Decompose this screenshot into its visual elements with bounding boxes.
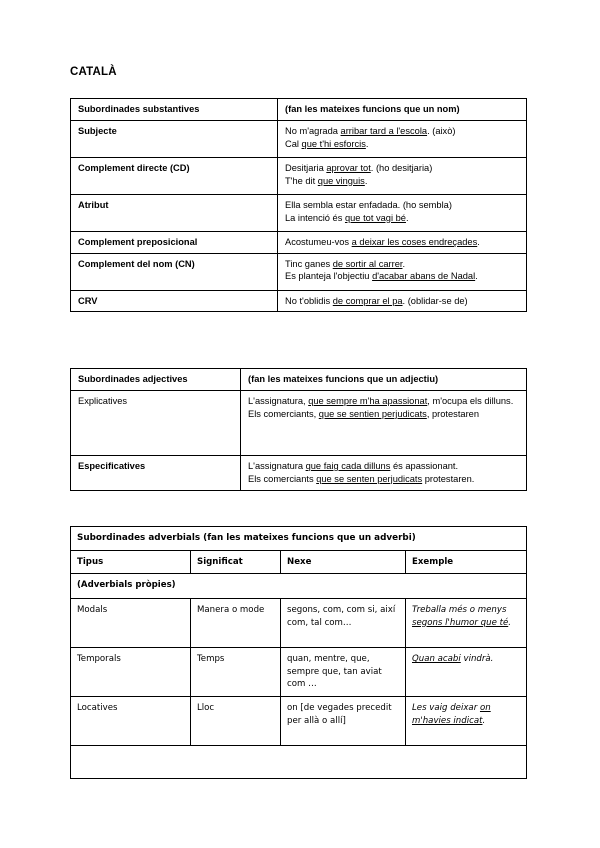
example-pre: Ella sembla estar enfadada. (ho sembla) [285, 199, 452, 210]
example-line [285, 139, 368, 149]
example-pre: Els comerciants [248, 473, 317, 484]
table-row [71, 697, 527, 746]
table-row-header [71, 550, 527, 573]
example-pre: Es planteja l'objectiu [285, 271, 373, 282]
cell-nexe: quan, mentre, que, sempre que, tan aviat com … [281, 648, 406, 697]
example-post: . [475, 271, 478, 282]
example-pre: Treballa més o menys [412, 605, 507, 616]
example-underline: a deixar les coses endreçades [351, 236, 478, 247]
example-underline: de sortir al carrer [332, 258, 403, 269]
example-post: . [508, 617, 511, 628]
example-line [285, 296, 468, 306]
table-row [71, 648, 527, 697]
table-row-group [71, 574, 527, 599]
cell-significat: Lloc [191, 697, 281, 746]
table-row-blank [71, 746, 527, 779]
table-row [71, 120, 527, 157]
table-subordinades-substantives [70, 98, 527, 312]
table-substantives-body [71, 99, 527, 312]
example-line [285, 237, 480, 247]
header-cell-nexe: Nexe [281, 550, 406, 573]
table-row [71, 253, 527, 290]
example-underline: que faig cada dilluns [305, 460, 391, 471]
row-label: Explicatives [71, 390, 241, 455]
example-line [285, 271, 478, 281]
example-post: . [482, 715, 486, 726]
example-post: . [365, 138, 369, 149]
example-post: . (ho desitjaria) [370, 162, 433, 173]
cell-tipus: Locatives [71, 697, 191, 746]
example-underline: que se sentien perjudicats [318, 408, 427, 419]
row-label: Especificatives [71, 455, 241, 490]
table-row-header [71, 369, 527, 391]
table-row-title [71, 527, 527, 551]
table-subordinades-adjectives [70, 368, 527, 491]
cell-nexe: segons, com, com si, així com, tal com… [281, 599, 406, 648]
row-examples [278, 120, 527, 157]
cell-significat: Temps [191, 648, 281, 697]
header-cell-function: (fan les mateixes funcions que un nom) [278, 99, 527, 121]
example-underline: que se senten perjudicats [316, 473, 423, 484]
example-line [285, 259, 405, 269]
row-label: Complement preposicional [71, 231, 278, 253]
row-label: Atribut [71, 194, 278, 231]
page-title: CATALÀ [70, 66, 117, 78]
example-underline: arribar tard a l'escola [340, 125, 428, 136]
example-post: . (oblidar-se de) [402, 295, 468, 306]
example-pre: No m'agrada [285, 125, 341, 136]
example-underline: aprovar tot [326, 162, 371, 173]
table-row [71, 290, 527, 312]
table-row [71, 455, 527, 490]
row-examples [278, 194, 527, 231]
example-post: . (això) [427, 125, 456, 136]
row-examples [278, 253, 527, 290]
example-line [248, 409, 479, 419]
example-underline: Quan acabi [412, 654, 461, 665]
row-label: Subjecte [71, 120, 278, 157]
example-pre: No t'oblidis [285, 295, 333, 306]
example-underline: de comprar el pa [332, 295, 403, 306]
table-row-header [71, 99, 527, 121]
row-examples [241, 390, 527, 455]
header-cell-exemple: Exemple [406, 550, 527, 573]
table-row [71, 194, 527, 231]
example-line [248, 396, 513, 406]
row-examples [278, 231, 527, 253]
example-line [285, 163, 432, 173]
row-examples [278, 157, 527, 194]
example-line [248, 474, 474, 484]
example-line [285, 213, 409, 223]
header-cell-function: (fan les mateixes funcions que un adjectiu) [241, 369, 527, 391]
table-row [71, 231, 527, 253]
example-pre: Les vaig deixar [412, 703, 480, 714]
example-underline: que t'hi esforcis [301, 138, 366, 149]
example-post: . [477, 236, 480, 247]
table-adverbials-body [71, 527, 527, 779]
table-row [71, 390, 527, 455]
example-underline: on m'havies indicat [412, 703, 491, 726]
header-cell-tipus: Tipus [71, 550, 191, 573]
cell-tipus: Modals [71, 599, 191, 648]
example-pre: L'assignatura, [248, 395, 309, 406]
header-cell-significat: Significat [191, 550, 281, 573]
example-pre: Cal [285, 138, 302, 149]
example-post: . [405, 212, 409, 223]
table-adjectives-body [71, 369, 527, 491]
example-line [285, 126, 455, 136]
table-row [71, 599, 527, 648]
example-line [285, 200, 452, 210]
example-post: protestaren. [422, 473, 475, 484]
example-post: , m'ocupa els dilluns. [427, 395, 514, 406]
example-underline: que tot vagi bé [344, 212, 406, 223]
example-underline: segons l'humor que té [412, 617, 509, 628]
example-underline: d'acabar abans de Nadal [372, 271, 476, 282]
example-pre: Acostumeu-vos [285, 236, 352, 247]
example-pre: Desitjaria [285, 162, 327, 173]
example-post: . [364, 175, 368, 186]
cell-exemple [406, 648, 527, 697]
table-row [71, 157, 527, 194]
example-underline: que sempre m'ha apassionat [308, 395, 428, 406]
example-pre: L'assignatura [248, 460, 306, 471]
example-line [248, 461, 458, 471]
table-subordinades-adverbials [70, 526, 527, 779]
row-label: Complement del nom (CN) [71, 253, 278, 290]
row-examples [278, 290, 527, 312]
example-post: , protestaren [426, 408, 480, 419]
blank-cell [71, 746, 527, 779]
group-label: (Adverbials pròpies) [71, 574, 527, 599]
cell-significat: Manera o mode [191, 599, 281, 648]
row-examples [241, 455, 527, 490]
example-underline: que vinguis [317, 175, 365, 186]
example-pre: La intenció és [285, 212, 345, 223]
example-pre: Els comerciants, [248, 408, 319, 419]
header-cell-category: Subordinades adjectives [71, 369, 241, 391]
example-pre: T'he dit [285, 175, 318, 186]
example-post: . [402, 258, 406, 269]
example-post: vindrà. [460, 654, 494, 665]
cell-exemple [406, 599, 527, 648]
cell-exemple [406, 697, 527, 746]
example-post: és apassionant. [390, 460, 459, 471]
cell-tipus: Temporals [71, 648, 191, 697]
example-pre: Tinc ganes [285, 258, 333, 269]
cell-nexe: on [de vegades precedit per allà o allí] [281, 697, 406, 746]
row-label: CRV [71, 290, 278, 312]
row-label: Complement directe (CD) [71, 157, 278, 194]
adverbials-title: Subordinades adverbials (fan les mateixes funcions que un adverbi) [71, 527, 527, 551]
example-line [285, 176, 367, 186]
header-cell-category: Subordinades substantives [71, 99, 278, 121]
